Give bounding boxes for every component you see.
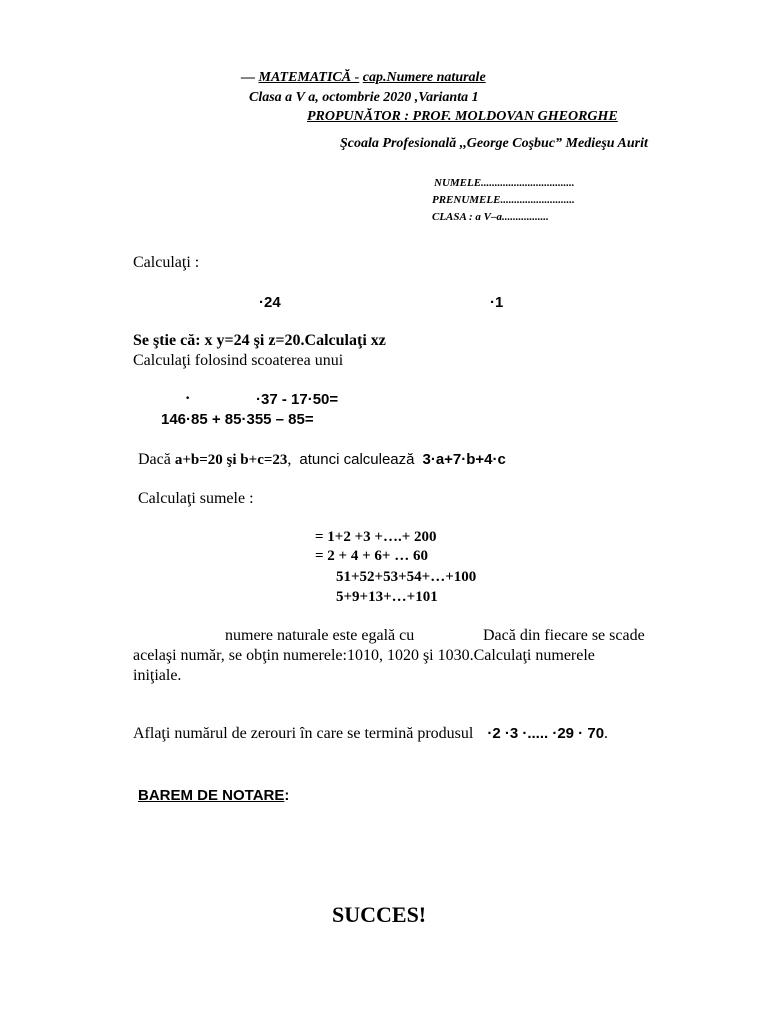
barem-heading [138,787,289,804]
barem-colon: : [284,787,290,804]
ex4-statement [138,451,506,469]
ex6-part-1: numere naturale este egală cu [225,627,415,644]
barem-label: BAREM DE NOTARE [138,787,285,804]
ex6-part-2: Dacă din fiecare se scade [483,627,645,644]
ex5-sum-3: 51+52+53+54+…+100 [336,569,477,585]
subject-title: MATEMATICĂ - [258,70,360,85]
ex1-fragment-2: ·1 [490,294,504,311]
ex3-expression-2: 146·85 + 85·355 – 85= [161,411,314,428]
ex1-fragment-1: ·24 [259,294,281,311]
success-footer: SUCCES! [332,902,427,927]
ex1-title: Calculaţi : [133,254,200,271]
class-date-line: Clasa a V a, octombrie 2020 ,Varianta 1 [249,90,479,105]
student-name-field: NUMELE.................................. [434,177,575,189]
author-text: PROPUNĂTOR : PROF. MOLDOVAN GHEORGHE [307,109,618,124]
ex7-statement [133,725,608,743]
student-surname-field: PRENUMELE........................... [432,194,575,206]
ex7-text: Aflaţi numărul de zerouri în care se termină produsul [133,725,474,742]
author-line [307,109,618,125]
ex2-statement: Se ştie că: x y=24 şi z=20.Calculaţi xz [133,332,386,349]
ex4-prefix: Dacă [138,451,171,468]
ex6-line-2: acelaşi număr, se obţin numerele:1010, 1020 şi 1030.Calculaţi numerele [133,647,595,664]
ex3-expression-1: ·37 - 17·50= [256,391,339,408]
ex5-sum-4: 5+9+13+…+101 [336,589,438,605]
student-info [432,175,575,226]
ex4-comma: , [287,451,292,468]
chapter-title: cap.Numere naturale [362,70,486,85]
ex4-mid: atunci calculează [299,451,415,468]
ex5-sum-1: = 1+2 +3 +….+ 200 [315,529,437,545]
ex6-line-3: iniţiale. [133,667,182,684]
ex7-period: . [604,725,609,742]
ex3-dot: · [185,390,191,407]
student-class-field: CLASA : a V–a................. [432,211,549,223]
ex3-title: Calculaţi folosind scoaterea unui [133,352,344,369]
ex5-sum-2: = 2 + 4 + 6+ … 60 [315,548,428,564]
ex5-title: Calculaţi sumele : [138,490,254,507]
school-line: Şcoala Profesională ,,George Coşbuc” Medieşu Aurit [340,136,648,151]
header-dash: — [241,70,255,85]
header-subject-line [241,70,486,86]
ex7-expression: ·2 ·3 ·..... ·29 · 70 [487,725,605,742]
ex4-expression: 3·a+7·b+4·c [422,451,506,468]
ex4-condition: a+b=20 şi b+c=23 [174,452,288,468]
